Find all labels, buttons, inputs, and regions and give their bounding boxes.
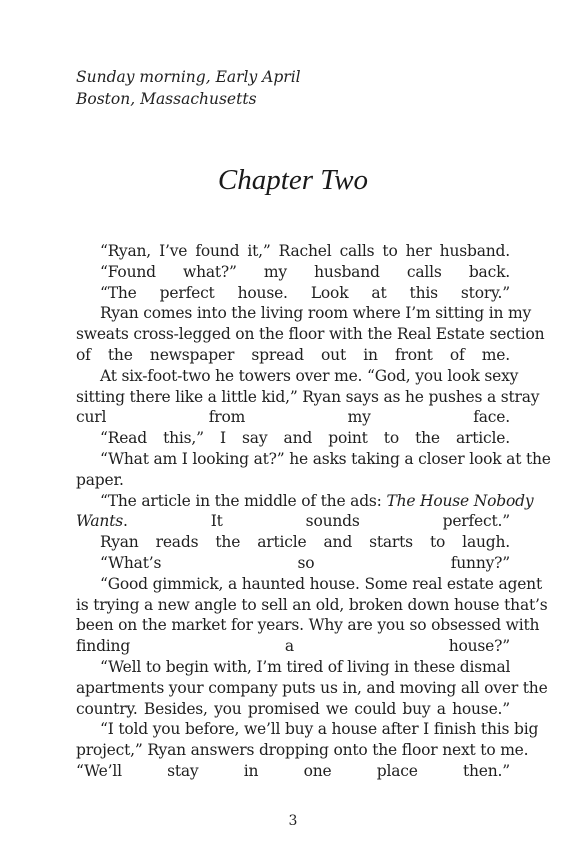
text-line — [76, 511, 510, 532]
paragraph — [76, 449, 551, 491]
text-line: “Found what?” my husband calls back. — [100, 262, 510, 281]
text-line: “Ryan, I’ve found it,” Rachel calls to her husband. — [100, 242, 510, 260]
text-line: “Good gimmick, a haunted house. Some real estate agent — [100, 574, 542, 593]
text-line: sweats cross-legged on the floor with the Real Estate section — [76, 325, 545, 344]
text-line: country. Besides, you promised we could buy a house.” — [76, 699, 510, 718]
text-line: of the newspaper spread out in front of me. — [76, 345, 510, 364]
text-line: been on the market for years. Why are you so obsessed with — [76, 616, 540, 635]
text-line: sitting there like a little kid,” Ryan says as he pushes a stray — [76, 387, 540, 406]
text-line: “We’ll stay in one place then.” — [76, 761, 510, 780]
text-line: curl from my face. — [76, 408, 510, 427]
paragraph — [76, 491, 534, 533]
paragraph — [76, 553, 510, 574]
paragraph — [76, 657, 548, 719]
text-line: apartments your company puts us in, and moving all over the — [76, 678, 548, 697]
dateline-place: Boston, Massachusetts — [76, 90, 257, 108]
text-line: “Read this,” I say and point to the article. — [100, 429, 510, 448]
text-line: At six-foot-two he towers over me. “God, you look sexy — [100, 366, 519, 385]
text-line: is trying a new angle to sell an old, broken down house that’s — [76, 595, 548, 614]
paragraph — [76, 719, 539, 781]
text-line: “What am I looking at?” he asks taking a closer look at the — [100, 449, 551, 468]
page-number: 3 — [288, 813, 298, 829]
text-line: Ryan reads the article and starts to laugh. — [100, 533, 510, 552]
article-title-part: The House Nobody — [386, 491, 534, 510]
paragraph — [76, 303, 545, 365]
dateline-time: Sunday morning, Early April — [76, 68, 301, 86]
text-run: . It sounds perfect.” — [123, 512, 510, 531]
article-title-part: Wants — [76, 512, 123, 531]
text-run: “The article in the middle of the ads: — [100, 491, 387, 510]
text-line: “The perfect house. Look at this story.” — [100, 283, 510, 302]
text-line: “What’s so funny?” — [100, 553, 510, 572]
text-line: paper. — [76, 470, 124, 489]
paragraph — [76, 574, 548, 657]
text-line — [76, 491, 534, 512]
text-line: finding a house?” — [76, 637, 510, 656]
dateline — [76, 66, 301, 110]
text-line: Ryan comes into the living room where I’m sitting in my — [100, 304, 532, 323]
paragraph — [76, 262, 510, 283]
text-line: “I told you before, we’ll buy a house after I finish this big — [100, 720, 539, 739]
text-line: project,” Ryan answers dropping onto the floor next to me. — [76, 741, 529, 760]
paragraph — [76, 241, 510, 262]
text-line: “Well to begin with, I’m tired of living in these dismal — [100, 657, 511, 676]
paragraph — [76, 428, 510, 449]
chapter-body — [76, 241, 551, 782]
paragraph — [76, 283, 510, 304]
chapter-title: Chapter Two — [217, 164, 369, 196]
paragraph — [76, 532, 510, 553]
paragraph — [76, 366, 540, 428]
